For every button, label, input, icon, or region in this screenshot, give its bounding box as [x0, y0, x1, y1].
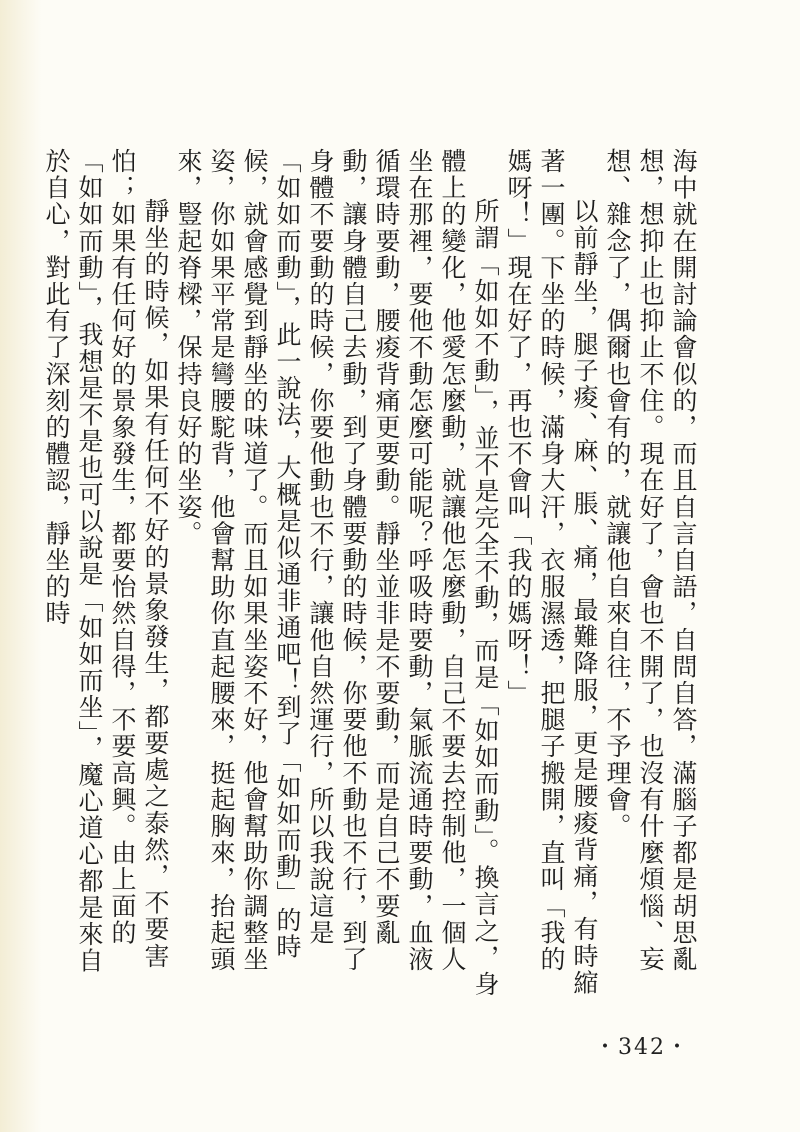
- paragraph-continued: 海中就在開討論會似的，而且自言自語，自問自答，滿腦子都是胡思亂想，想抑止也抑止不住。現在好了，會也不開了，也沒有什麼煩惱、妄想、雜念了，偶爾也會有的，就讓他自來自往，不予理會。: [603, 148, 698, 973]
- page-number: ・342・: [594, 1035, 690, 1060]
- vertical-text-body: [42, 148, 700, 998]
- paragraph: 靜坐的時候，如果有任何不好的景象發生，都要處之泰然，不要害怕；如果有任何好的景象發生，都要怡然自得，不要高興。由上面的「如如而動」，我想是不是也可以說是「如如而坐」，魔心道心都是來自於自心，對此有了深刻的體認，靜坐的時: [42, 148, 170, 975]
- paragraph: 以前靜坐，腿子痠、麻、脹、痛，最難降服，更是腰痠背痛，有時縮著一團。下坐的時候，滿身大汗，衣服濕透，把腿子搬開，直叫「我的媽呀！」現在好了，再也不會叫「我的媽呀！」: [504, 148, 599, 996]
- paragraph: 所謂「如如不動」，並不是完全不動，而是「如如而動」。換言之，身體上的變化，他愛怎麼動，就讓他怎麼動，自己不要去控制他，一個人坐在那裡，要他不動怎麼可能呢？呼吸時要動，氣脈流通時要動，血液循環時要動，腰痠背痛更要動。靜坐並非是不要動，而是自己不要亂動，讓身體自己去動，到了身體要動的時候，你要他不動也不行，到了身體不要動的時候，你要他動也不行，讓他自然運行，所以我說這是「如如而動」，此一說法，大概是似通非通吧！到了「如如而動」的時候，就會感覺到靜坐的味道了。而且如果坐姿不好，他會幫助你調整坐姿，你如果平常是彎腰駝背，他會幫助你直起腰來，挺起胸來，抬起頭來，豎起脊樑，保持良好的坐姿。: [174, 148, 500, 998]
- page-edge-shade: [0, 0, 42, 1132]
